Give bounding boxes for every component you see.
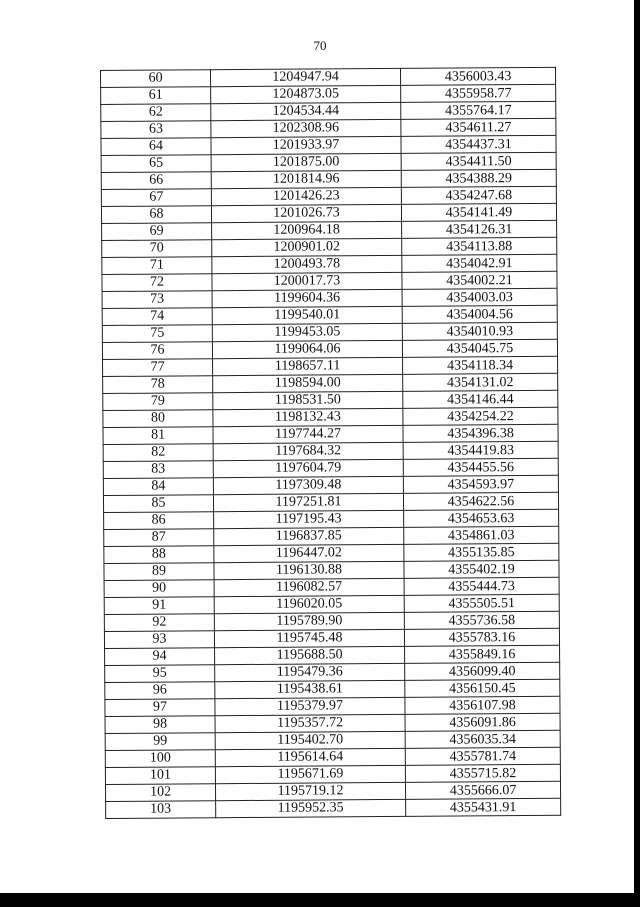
point-number-cell: 61 <box>101 87 211 105</box>
x-coordinate-cell: 1202308.96 <box>211 119 401 137</box>
x-coordinate-cell: 1198531.50 <box>213 391 403 409</box>
y-coordinate-cell: 4356099.40 <box>405 662 560 680</box>
x-coordinate-cell: 1200493.78 <box>212 255 402 273</box>
x-coordinate-cell: 1195357.72 <box>215 714 405 732</box>
y-coordinate-cell: 4354622.56 <box>403 492 558 510</box>
point-number-cell: 97 <box>105 699 215 717</box>
point-number-cell: 85 <box>103 495 213 513</box>
x-coordinate-cell: 1198594.00 <box>213 374 403 392</box>
point-number-cell: 74 <box>102 308 212 326</box>
x-coordinate-cell: 1197744.27 <box>213 425 403 443</box>
point-number-cell: 66 <box>101 172 211 190</box>
y-coordinate-cell: 4354003.03 <box>402 288 557 306</box>
x-coordinate-cell: 1204873.05 <box>211 85 401 103</box>
y-coordinate-cell: 4354113.88 <box>402 237 557 255</box>
y-coordinate-cell: 4355958.77 <box>401 84 556 102</box>
point-number-cell: 65 <box>101 155 211 173</box>
y-coordinate-cell: 4354611.27 <box>401 118 556 136</box>
x-coordinate-cell: 1195745.48 <box>214 629 404 647</box>
point-number-cell: 92 <box>104 614 214 632</box>
x-coordinate-cell: 1198132.43 <box>213 408 403 426</box>
y-coordinate-cell: 4355715.82 <box>405 764 560 782</box>
x-coordinate-cell: 1198657.11 <box>213 357 403 375</box>
x-coordinate-cell: 1204534.44 <box>211 102 401 120</box>
point-number-cell: 63 <box>101 121 211 139</box>
point-number-cell: 88 <box>104 546 214 564</box>
x-coordinate-cell: 1195671.69 <box>215 765 405 783</box>
point-number-cell: 64 <box>101 138 211 156</box>
point-number-cell: 71 <box>102 257 212 275</box>
y-coordinate-cell: 4354593.97 <box>403 475 558 493</box>
x-coordinate-cell: 1197251.81 <box>213 493 403 511</box>
point-number-cell: 70 <box>102 240 212 258</box>
table-row <box>106 798 561 818</box>
scan-edge-right <box>634 0 640 907</box>
point-number-cell: 78 <box>103 376 213 394</box>
y-coordinate-cell: 4354118.34 <box>403 356 558 374</box>
y-coordinate-cell: 4356150.45 <box>405 679 560 697</box>
x-coordinate-cell: 1196447.02 <box>214 544 404 562</box>
y-coordinate-cell: 4354254.22 <box>403 407 558 425</box>
y-coordinate-cell: 4354247.68 <box>401 186 556 204</box>
point-number-cell: 100 <box>105 750 215 768</box>
y-coordinate-cell: 4355135.85 <box>404 543 559 561</box>
point-number-cell: 101 <box>105 767 215 785</box>
x-coordinate-cell: 1195402.70 <box>215 731 405 749</box>
point-number-cell: 83 <box>103 461 213 479</box>
x-coordinate-cell: 1201933.97 <box>211 136 401 154</box>
page-number: 70 <box>313 38 327 53</box>
x-coordinate-cell: 1195789.90 <box>214 612 404 630</box>
x-coordinate-cell: 1200017.73 <box>212 272 402 290</box>
point-number-cell: 86 <box>104 512 214 530</box>
y-coordinate-cell: 4354002.21 <box>402 271 557 289</box>
point-number-cell: 87 <box>104 529 214 547</box>
y-coordinate-cell: 4356035.34 <box>405 730 560 748</box>
point-number-cell: 96 <box>105 682 215 700</box>
y-coordinate-cell: 4354419.83 <box>403 441 558 459</box>
y-coordinate-cell: 4354437.31 <box>401 135 556 153</box>
point-number-cell: 95 <box>105 665 215 683</box>
y-coordinate-cell: 4354045.75 <box>402 339 557 357</box>
y-coordinate-cell: 4354653.63 <box>404 509 559 527</box>
y-coordinate-cell: 4355736.58 <box>404 611 559 629</box>
x-coordinate-cell: 1199453.05 <box>212 323 402 341</box>
x-coordinate-cell: 1201814.96 <box>211 170 401 188</box>
y-coordinate-cell: 4356107.98 <box>405 696 560 714</box>
point-number-cell: 89 <box>104 563 214 581</box>
y-coordinate-cell: 4355402.19 <box>404 560 559 578</box>
x-coordinate-cell: 1195688.50 <box>215 646 405 664</box>
y-coordinate-cell: 4356091.86 <box>405 713 560 731</box>
x-coordinate-cell: 1195719.12 <box>215 782 405 800</box>
y-coordinate-cell: 4355764.17 <box>401 101 556 119</box>
point-number-cell: 81 <box>103 427 213 445</box>
y-coordinate-cell: 4355431.91 <box>406 798 561 816</box>
x-coordinate-cell: 1196837.85 <box>214 527 404 545</box>
x-coordinate-cell: 1196130.88 <box>214 561 404 579</box>
y-coordinate-cell: 4355849.16 <box>405 645 560 663</box>
y-coordinate-cell: 4354042.91 <box>402 254 557 272</box>
point-number-cell: 75 <box>102 325 212 343</box>
x-coordinate-cell: 1200964.18 <box>212 221 402 239</box>
y-coordinate-cell: 4355666.07 <box>405 781 560 799</box>
x-coordinate-cell: 1199540.01 <box>212 306 402 324</box>
x-coordinate-cell: 1199604.36 <box>212 289 402 307</box>
point-number-cell: 94 <box>105 648 215 666</box>
y-coordinate-cell: 4354004.56 <box>402 305 557 323</box>
y-coordinate-cell: 4355781.74 <box>405 747 560 765</box>
point-number-cell: 68 <box>101 206 211 224</box>
x-coordinate-cell: 1201875.00 <box>211 153 401 171</box>
x-coordinate-cell: 1195952.35 <box>216 799 406 817</box>
x-coordinate-cell: 1199064.06 <box>212 340 402 358</box>
point-number-cell: 77 <box>103 359 213 377</box>
y-coordinate-cell: 4354131.02 <box>403 373 558 391</box>
point-number-cell: 84 <box>103 478 213 496</box>
x-coordinate-cell: 1197604.79 <box>213 459 403 477</box>
y-coordinate-cell: 4354455.56 <box>403 458 558 476</box>
point-number-cell: 91 <box>104 597 214 615</box>
point-number-cell: 72 <box>102 274 212 292</box>
point-number-cell: 62 <box>101 104 211 122</box>
point-number-cell: 98 <box>105 716 215 734</box>
y-coordinate-cell: 4356003.43 <box>400 67 555 85</box>
point-number-cell: 76 <box>102 342 212 360</box>
point-number-cell: 60 <box>101 70 211 88</box>
x-coordinate-cell: 1196082.57 <box>214 578 404 596</box>
x-coordinate-cell: 1195479.36 <box>215 663 405 681</box>
x-coordinate-cell: 1204947.94 <box>211 68 401 86</box>
point-number-cell: 82 <box>103 444 213 462</box>
point-number-cell: 80 <box>103 410 213 428</box>
y-coordinate-cell: 4355505.51 <box>404 594 559 612</box>
x-coordinate-cell: 1197684.32 <box>213 442 403 460</box>
coordinates-table-body <box>101 67 561 818</box>
y-coordinate-cell: 4354146.44 <box>403 390 558 408</box>
y-coordinate-cell: 4354010.93 <box>402 322 557 340</box>
x-coordinate-cell: 1200901.02 <box>212 238 402 256</box>
point-number-cell: 67 <box>101 189 211 207</box>
x-coordinate-cell: 1201426.23 <box>211 187 401 205</box>
y-coordinate-cell: 4354411.50 <box>401 152 556 170</box>
point-number-cell: 73 <box>102 291 212 309</box>
x-coordinate-cell: 1195379.97 <box>215 697 405 715</box>
x-coordinate-cell: 1195438.61 <box>215 680 405 698</box>
scan-edge-bottom <box>0 893 640 907</box>
y-coordinate-cell: 4355444.73 <box>404 577 559 595</box>
x-coordinate-cell: 1201026.73 <box>211 204 401 222</box>
point-number-cell: 69 <box>102 223 212 241</box>
point-number-cell: 102 <box>105 784 215 802</box>
x-coordinate-cell: 1197309.48 <box>213 476 403 494</box>
x-coordinate-cell: 1195614.64 <box>215 748 405 766</box>
point-number-cell: 79 <box>103 393 213 411</box>
x-coordinate-cell: 1196020.05 <box>214 595 404 613</box>
y-coordinate-cell: 4354861.03 <box>404 526 559 544</box>
coordinates-table <box>100 67 561 819</box>
point-number-cell: 103 <box>106 801 216 819</box>
y-coordinate-cell: 4355783.16 <box>404 628 559 646</box>
point-number-cell: 99 <box>105 733 215 751</box>
point-number-cell: 90 <box>104 580 214 598</box>
x-coordinate-cell: 1197195.43 <box>214 510 404 528</box>
y-coordinate-cell: 4354126.31 <box>402 220 557 238</box>
point-number-cell: 93 <box>104 631 214 649</box>
y-coordinate-cell: 4354388.29 <box>401 169 556 187</box>
y-coordinate-cell: 4354141.49 <box>401 203 556 221</box>
y-coordinate-cell: 4354396.38 <box>403 424 558 442</box>
